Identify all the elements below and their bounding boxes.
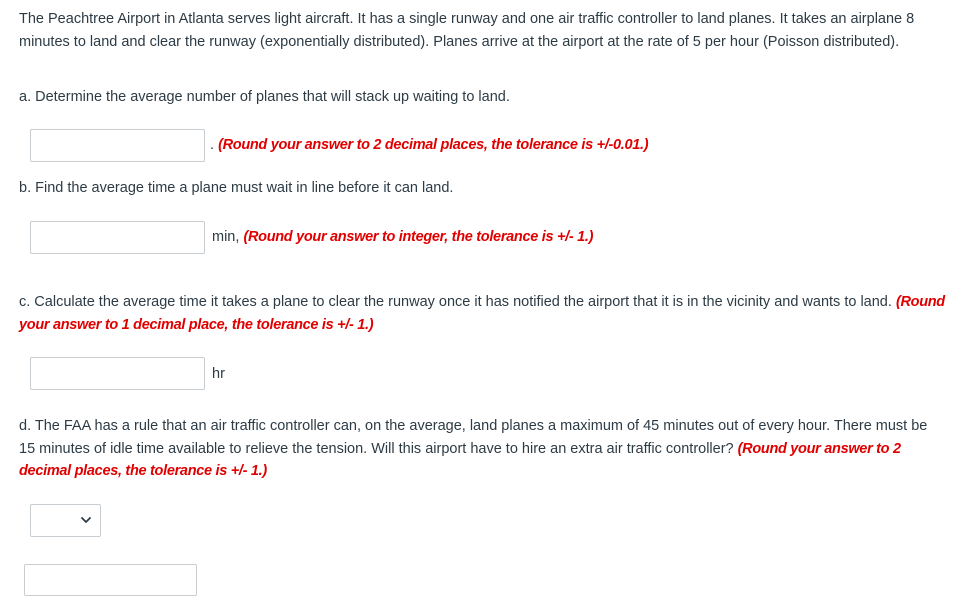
question-d-hint: (Round your answer to 2 decimal places, the tolerance is +/- 1.) bbox=[19, 440, 901, 479]
question-d-text: d. The FAA has a rule that an air traffic controller can, on the average, land planes a maximum of 45 minutes out of every hour. There must be 15 minutes of idle time available to relieve the tension. Will this airport have to hire an extra air traffic controller? bbox=[19, 418, 928, 457]
answer-b-input[interactable] bbox=[30, 221, 205, 254]
answer-a-suffix bbox=[210, 135, 648, 155]
chevron-down-icon bbox=[80, 514, 92, 526]
question-c bbox=[19, 291, 949, 336]
question-b: b. Find the average time a plane must wait in line before it can land. bbox=[19, 180, 454, 196]
answer-d-input[interactable] bbox=[24, 564, 197, 596]
answer-a-input[interactable] bbox=[30, 129, 205, 162]
question-d bbox=[19, 415, 944, 483]
question-c-hint: (Round your answer to 1 decimal place, the tolerance is +/- 1.) bbox=[19, 294, 945, 333]
answer-c-input[interactable] bbox=[30, 357, 205, 390]
question-c-text: c. Calculate the average time it takes a plane to clear the runway once it has notified the airport that it is in the vicinity and wants to land. bbox=[19, 294, 892, 310]
answer-a-hint: (Round your answer to 2 decimal places, the tolerance is +/-0.01.) bbox=[218, 137, 649, 153]
question-a: a. Determine the average number of planes that will stack up waiting to land. bbox=[19, 89, 510, 105]
answer-b-suffix bbox=[212, 227, 593, 247]
problem-intro: The Peachtree Airport in Atlanta serves light aircraft. It has a single runway and one air traffic controller to land planes. It takes an airplane 8 minutes to land and clear the runway (exponentially distributed). Planes arrive at the airport at the rate of 5 per hour (Poisson distributed). bbox=[19, 11, 915, 50]
answer-c-unit: hr bbox=[212, 366, 225, 382]
answer-a-prefix: . bbox=[210, 137, 215, 153]
answer-d-select[interactable] bbox=[30, 504, 101, 537]
answer-b-unit: min, bbox=[212, 229, 240, 245]
answer-b-hint: (Round your answer to integer, the tolerance is +/- 1.) bbox=[243, 229, 594, 245]
